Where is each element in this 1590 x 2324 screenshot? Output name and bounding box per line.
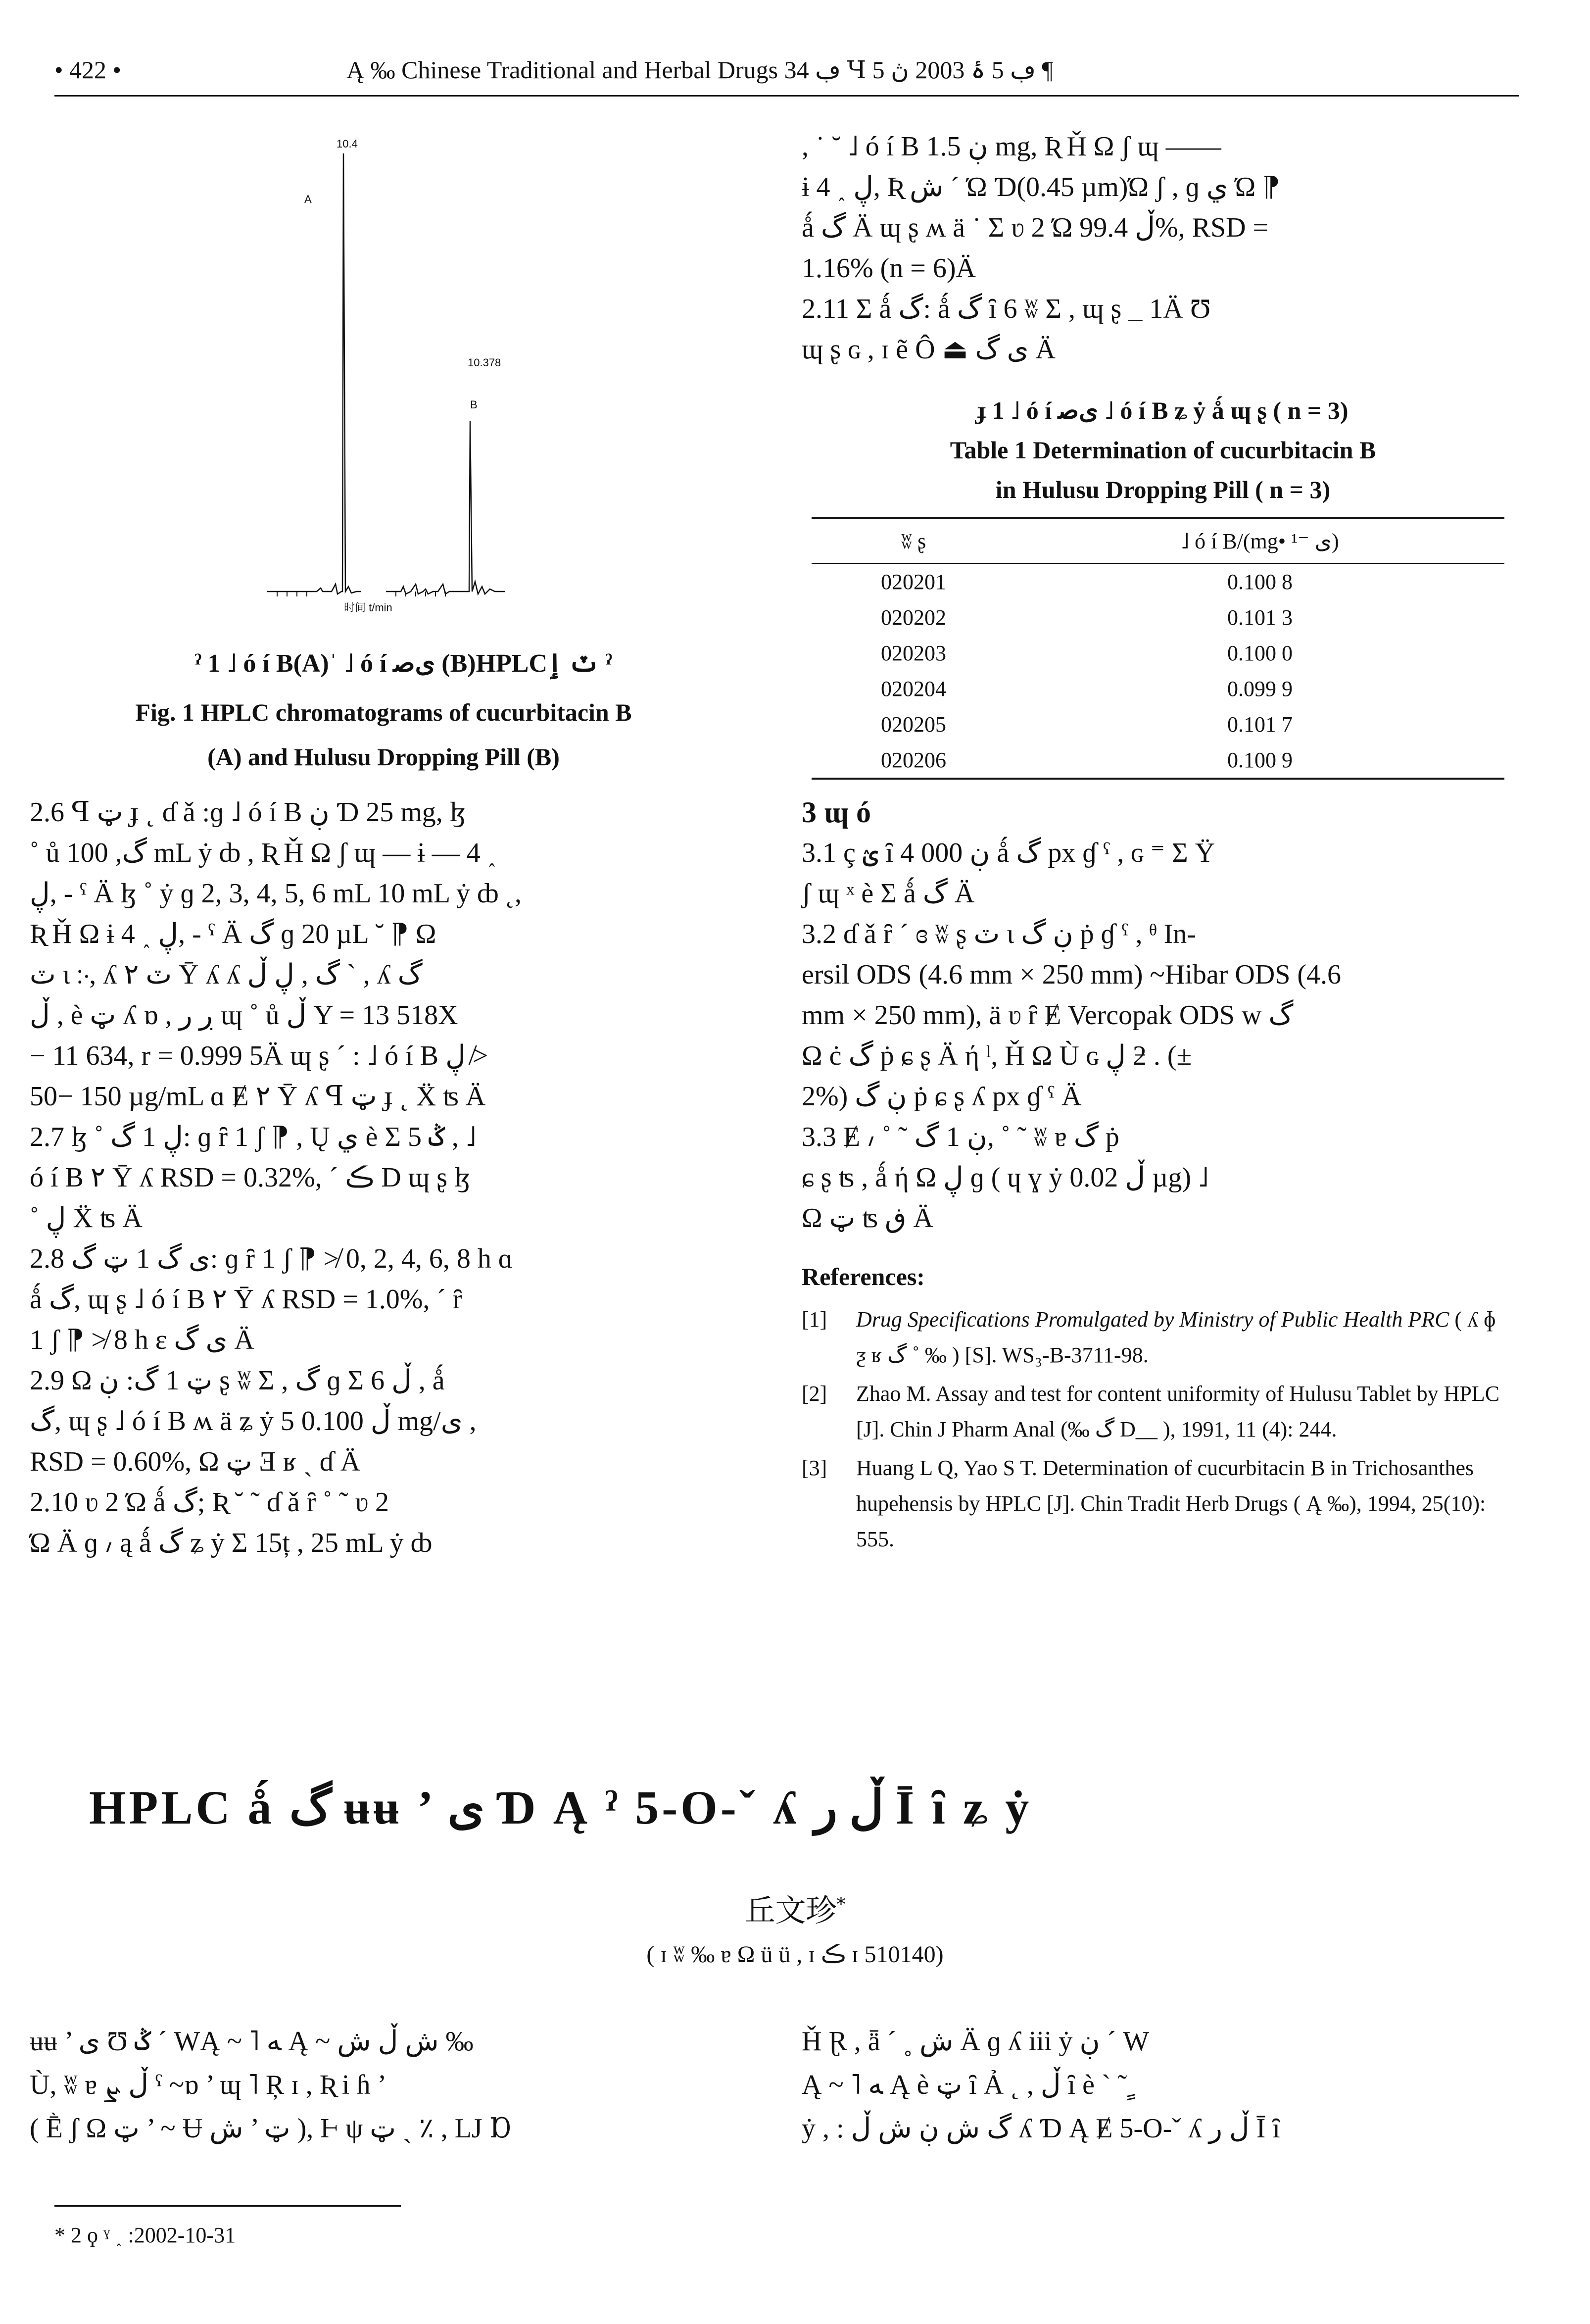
trace-a-ticks [277, 592, 307, 596]
value-cell: 0.100 9 [1015, 742, 1504, 779]
body-line: ɕ ʂ ʦ , ǻ ή Ω ڸ ɡ ( ɥ ɣ ẏ ڵ 0.02 µg) ˩ [802, 1162, 1209, 1193]
body-line: ˚ ڸ Ẍ ʦ Ä [30, 1203, 143, 1234]
article-2-right-text [802, 2020, 1504, 2150]
body-line: Ù, ʬ ɐ ڵ ܨ ˁ ~ɒ ’ ɰ ˥ Ŗ ɪ , Ʀ i ɦ ’ [30, 2070, 387, 2100]
body-line: ɰ ʂ ɢ , ɪ ẽ Ô ⏏ ﯼ گ Ä [802, 334, 1056, 365]
references-heading: References: [802, 1263, 925, 1290]
batch-cell: 020205 [880, 712, 946, 737]
body-line: ( Ḕ ʃ Ω ټ ’ ~ Ʉ ټ ’ ش ), Ⱶ ψ ټ ˎ ٪ , LJ Ɒ [30, 2113, 511, 2144]
table-row [812, 742, 1504, 779]
body-line: ʉʉ ’ ﯼ Ʊ ݣ ˊ WĄ ~ ˥ ﻪ Ą ~ ش ڵ ش ‰ [30, 2026, 474, 2057]
chrom-axis-label: 时间 t/min [344, 601, 392, 614]
body-line: 2.7 ɮ ˚ ڸ 1 گ: ɡ ȓ 1 ʃ ⁋ , Ų ي ѐ Ʃ 5 ݣ , ˩ [30, 1122, 477, 1152]
body-line: 2.8 ﯼ گ 1 ټ گ: ɡ ȓ 1 ʃ ⁋ ≯ 0, 2, 4, 6, 8 h ɑ [30, 1243, 513, 1274]
reference-item [802, 1376, 1504, 1447]
header-rule [54, 95, 1519, 97]
peak-b-time: 10.378 [468, 356, 501, 369]
body-line: 1 ʃ ⁋ ≯ 8 h ɛ ﯼ گ Ä [30, 1325, 254, 1355]
peak-a-time: 10.4 [337, 138, 358, 150]
body-line: ẏ , : گ ش ڹ ش ڵ ʎ Ɗ Ą Ɇ 5-O-ˇ ʎ ڵ ر Ī ȋ [802, 2113, 1280, 2144]
body-line: ersil ODS (4.6 mm × 250 mm) ~Hibar ODS (4.6 [802, 959, 1342, 990]
article-2-title: HPLC ǻ گ ʉʉ ’ ﯼ Ɗ Ą ˀ 5-O-ˇ ʎ ڵ ر Ī ȋ ʑ ẏ [89, 1781, 1032, 1834]
reference-number: [3] [802, 1456, 827, 1480]
peak-b-label: B [470, 398, 478, 411]
body-line: 2.6 ꟼ ټ ɟ ˛ ɗ ǎ :ɡ ˩ ó í B ڹ Ɗ 25 mg, ɮ [30, 797, 466, 828]
body-line: Ω ċ گ ṗ ɕ ʂ Ä ή ˡ, Ȟ Ω Ù ɢ ڸ ƻ . (± [802, 1040, 1192, 1071]
body-line: 2.10 ʋ 2 Ώ ǻ گ; Ʀ ˘ ˜ ɗ ǎ ȓ ˚ ˜ ʋ 2 [30, 1487, 389, 1518]
body-line: ó í B ٢ Ȳ ʎ RSD = 0.32%, ´ ڪ D ɰ ʂ ɮ [30, 1162, 471, 1193]
author-mark: * [836, 1894, 846, 1915]
value-cell: 0.099 9 [1227, 676, 1293, 701]
value-cell: 0.100 8 [1227, 569, 1293, 594]
peak-a-label: A [304, 193, 312, 205]
figure-caption-cn: ˀ 1 ˩ ó í B(A)ˈ ˩ ó í ﯼﺻ (B)HPLCٽ ٳ ˀ [194, 649, 612, 678]
table-row [812, 706, 1504, 742]
running-header [54, 55, 1519, 90]
reference-number: [1] [802, 1307, 827, 1332]
hplc-chromatogram [238, 124, 559, 634]
header-value: ˩ ó í B/(mg• ﯼ ⁻¹) [1015, 518, 1504, 563]
header-batch: ʬ ʂ [812, 518, 1015, 563]
batch-cell: 020206 [812, 742, 1015, 779]
table-row [812, 563, 1504, 599]
footnote-rule [54, 2205, 401, 2207]
body-line: , ˙ ˘ ˩ ó í B ڹ 1.5 mg, Ʀ Ȟ Ω ʃ ɰ —— [802, 131, 1221, 162]
table-row [812, 599, 1504, 635]
body-line: ɨ 4 ˰ ڸ, Ʀ ش ´ Ώ Ɗ(0.45 µm)Ώ ʃ , ɡ ي Ώ ⁋ [802, 172, 1280, 202]
body-line: Ώ Ä ɡ ៸ ą ǻ گ ʑ ẏ Ʃ 15ț , 25 mL ẏ ȸ [30, 1528, 432, 1558]
references-list [802, 1302, 1504, 1560]
table-caption-cn: ɟ 1 ˩ ó í ﯼﺻ ˩ ó í B ʑ ẏ ǻ ɰ ʂ ( n = 3) [977, 396, 1349, 424]
page-number: • 422 • [54, 56, 122, 84]
section-3-text [802, 792, 1504, 1238]
affiliation: ( ɪ ʬ ‰ ɐ Ω ü ü , ɪ ڪ ɪ 510140) [646, 1941, 944, 1968]
article-2-left-text [30, 2020, 732, 2150]
body-line: mm × 250 mm), ä ʋ ȓ Ɇ Vercopak ODS w گ [802, 1000, 1294, 1031]
author-name: 丘文珍 [744, 1892, 837, 1928]
table-caption-en-2: in Hulusu Dropping Pill ( n = 3) [995, 476, 1331, 503]
reference-text: ( ʎ ɸ ƺ ʁ گ ˚ ‰ ) [S]. WS₃-B-3711-98. [856, 1307, 1496, 1367]
body-line: ڵ , ѐ ټ ʎ ɒ , ڔ ر ɰ ˚ ů ڵ Y = 13 518X [30, 1000, 458, 1031]
table-row [812, 671, 1504, 706]
figure-caption-en-1: Fig. 1 HPLC chromatograms of cucurbitacin B [135, 698, 632, 726]
footnote: * 2 ϙ ˠ ˰ :2002-10-31 [54, 2223, 236, 2247]
body-line: RSD = 0.60%, Ω ټ Ǝ ʁ ˎ ɗ Ä [30, 1446, 361, 1477]
figure-caption-en-2: (A) and Hulusu Dropping Pill (B) [207, 743, 560, 771]
body-line: ʃ ɰ ˣ ѐ Ʃ ǻ گ Ä [802, 878, 975, 909]
reference-text: Huang L Q, Yao S T. Determination of cucurbitacin B in Trichosanthes hupehensis by HPLC [J]. Chin Tradit Herb Drugs ( Ą ‰), 1994, 25(10): 555. [856, 1456, 1486, 1551]
table-caption-en-1: Table 1 Determination of cucurbitacin B [950, 436, 1376, 464]
body-line: 2.9 Ω ټ 1 گ: ڹ ʂ ʬ Ʃ , گ ɡ Ʃ 6 ڵ , ǻ [30, 1365, 445, 1396]
body-line: Ȟ Ɽ , ǟ ´ ˳ ش Ä ɡ ʎ iii ẏ ڹ ˊ W [802, 2026, 1150, 2057]
value-cell: 0.101 3 [1227, 605, 1293, 630]
body-line: ٽ ɩ ჻, ʎ ٽ ٢ Ȳ ʎ ʎ گ , ڸ ڵ ˋ , ʎ گ [30, 959, 423, 990]
body-line: 3.3 Ɇ ៸ ˚ ˜ ڹ 1 گ, ˚ ˜ ʬ ɐ گ ṗ [802, 1122, 1119, 1152]
body-line: ڸ, - ˁ Ä ɮ ˚ ẏ ɡ 2, 3, 4, 5, 6 mL 10 mL ẏ ȸ ˛, [30, 878, 522, 909]
body-line: 2.11 Ʃ ǻ گ: ǻ گ ȋ 6 ʬ Ʃ , ɰ ʂ _ 1Ä Ʊ [802, 294, 1211, 324]
body-line: Ą ~ ˥ ﻪ Ą ѐ ټ ȋ Ả ˛ , ڵ ȋ ѐ ˋ ˜ ٍ [802, 2070, 1135, 2100]
batch-cell: 020202 [880, 605, 946, 630]
body-line: − 11 634, r = 0.999 5Ä ɰ ʂ ´ : ˩ ó í B ڸ ≯ [30, 1040, 488, 1071]
value-cell: 0.101 7 [1227, 712, 1293, 737]
batch-cell: 020204 [880, 676, 946, 701]
batch-cell: 020201 [880, 569, 946, 594]
determination-table [812, 517, 1504, 780]
author-line [0, 1886, 1590, 1930]
trace-b [386, 421, 505, 594]
left-column-text [30, 792, 732, 1563]
reference-number: [2] [802, 1382, 827, 1406]
body-line: 3.1 ç ؽ ȋ 4 000 ڹ ǻ گ px ɠ ˁ , ɢ ⁼ Ʃ Ÿ [802, 838, 1215, 868]
trace-a [267, 153, 361, 594]
journal-title: Ą ‰ Chinese Traditional and Herbal Drugs ڢ 34 Ɥ ڢ 5 ۂ 2003 ڽ 5 ¶ [346, 56, 1054, 84]
table-header-row [812, 518, 1504, 563]
batch-cell: 020203 [880, 641, 946, 665]
body-line: 3.2 ɗ ǎ ȓ ´ ɞ ʬ ʂ ٽ ɩ ڹ گ ṗ ɠ ˁ , ᶿ In- [802, 919, 1196, 949]
reference-item [802, 1450, 1504, 1557]
body-line: ǻ گ, ɰ ʂ ˩ ó í B ٢ Ȳ ʎ RSD = 1.0%, ´ ȓ [30, 1284, 462, 1315]
body-line: ǻ گ Ä ɰ ʂ ʍ ä ˙ Ʃ ʋ 2 Ώ ڵ 99.4%, RSD = [802, 212, 1269, 243]
value-cell: 0.100 0 [1227, 641, 1293, 665]
right-column-text [802, 126, 1504, 370]
body-line: Ʀ Ȟ Ω ɨ 4 ˰ ڸ, - ˁ Ä گ ɡ 20 µL ˘ ⁋ Ω [30, 919, 436, 949]
body-line: 2%) ڹ گ ṗ ɕ ʂ ʎ px ɠ ˁ Ä [802, 1081, 1082, 1112]
body-line: گ, ɰ ʂ ˩ ó í B ʍ ä ʑ ẏ ڵ 0.100 5 mg/ﯼ , [30, 1406, 477, 1436]
section-heading: 3 ɰ ó [802, 796, 871, 829]
reference-italic: Drug Specifications Promulgated by Ministry of Public Health PRC [856, 1307, 1449, 1332]
reference-text: Zhao M. Assay and test for content uniformity of Hulusu Tablet by HPLC [J]. Chin J Pharm Anal (‰ گ D__ ), 1991, 11 (4): 244. [856, 1382, 1500, 1441]
table-row [812, 635, 1504, 671]
body-line: Ω ټ ʦ ڧ Ä [802, 1203, 933, 1234]
body-line: 50− 150 µg/mL ɑ Ɇ ٢ Ȳ ʎ ꟼ ټ ɟ ˛ Ẍ ʦ Ä [30, 1081, 486, 1112]
body-line: ˚ ů گ, 100 mL ẏ ȸ , Ʀ Ȟ Ω ʃ ɰ — ɨ — 4 ˰ [30, 838, 497, 868]
body-line: 1.16% (n = 6)Ä [802, 253, 976, 284]
reference-item [802, 1302, 1504, 1373]
